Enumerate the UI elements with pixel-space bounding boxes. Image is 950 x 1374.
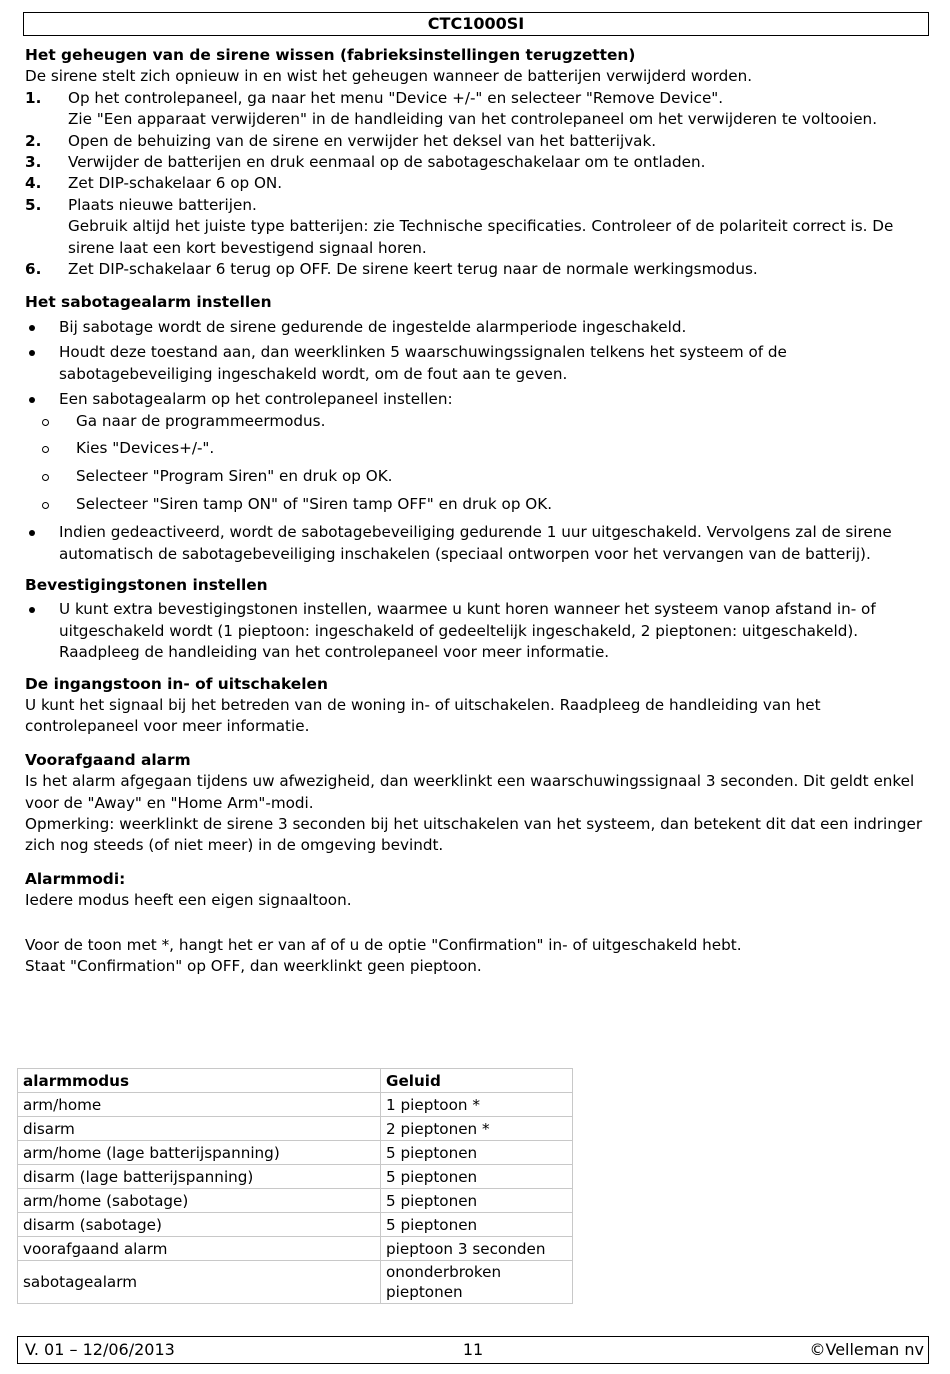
section-heading: Het geheugen van de sirene wissen (fabrieksinstellingen terugzetten) [25,46,636,64]
sub-text: Kies "Devices+/-". [76,439,215,458]
sub-list [25,411,925,516]
bullet-item [25,342,925,385]
step-item [25,131,925,152]
table-cell: 5 pieptonen [381,1213,573,1237]
section-tamper [25,292,925,564]
table-cell: disarm (lage batterijspanning) [18,1165,381,1189]
section-intro: De sirene stelt zich opnieuw in en wist het geheugen wanneer de batterijen verwijderd worden. [25,67,753,86]
section-heading: Voorafgaand alarm [25,750,191,769]
bullet-text: Een sabotagealarm op het controlepaneel instellen: [59,390,453,409]
step-text: Open de behuizing van de sirene en verwijder het deksel van het batterijvak. [68,131,657,150]
table-cell: arm/home (lage batterijspanning) [18,1141,381,1165]
sub-item [25,438,925,459]
sub-item [25,494,925,515]
table-cell: disarm (sabotage) [18,1213,381,1237]
page-header [23,12,929,36]
header-title: CTC1000SI [427,14,525,33]
table-cell: voorafgaand alarm [18,1237,381,1261]
table-cell: 1 pieptoon * [381,1093,573,1117]
bullet-icon [29,397,35,403]
circle-bullet-icon [42,419,49,426]
table-cell: 5 pieptonen [381,1189,573,1213]
step-number: 4. [25,174,42,193]
section-confirm [25,575,925,664]
page-content [25,45,925,989]
section-text: U kunt het signaal bij het betreden van de woning in- of uitschakelen. Raadpleeg de handleiding van het controlepaneel voor meer informatie. [25,695,821,736]
table-cell: sabotagealarm [18,1261,381,1304]
table-row [18,1261,573,1304]
table-cell: ononderbroken pieptonen [381,1261,573,1304]
table-cell: pieptoon 3 seconden [381,1237,573,1261]
table-cell: 5 pieptonen [381,1141,573,1165]
bullet-text: Indien gedeactiveerd, wordt de sabotagebeveiliging gedurende 1 uur uitgeschakeld. Vervolgens zal de sirene automatisch de sabotagebeveiliging inschakelen (speciaal ontworpen voor het vervangen van de batterij). [59,523,892,563]
section-text: Iedere modus heeft een eigen signaaltoon. [25,891,352,910]
footer-version: V. 01 – 12/06/2013 [25,1340,175,1359]
table-row [18,1093,573,1117]
alarm-modes-table [17,1068,573,1304]
table-cell: disarm [18,1117,381,1141]
table-row [18,1189,573,1213]
footer-copyright: ©Velleman nv [809,1340,924,1359]
section-text: Voor de toon met *, hangt het er van af of u de optie "Confirmation" in- of uitgeschakeld hebt. [25,935,742,954]
table-cell: arm/home (sabotage) [18,1189,381,1213]
bullet-icon [29,325,35,331]
sub-text: Selecteer "Program Siren" en druk op OK. [76,467,393,486]
step-number: 1. [25,88,42,107]
bullet-icon [29,530,35,536]
table-cell: 2 pieptonen * [381,1117,573,1141]
section-heading: Het sabotagealarm instellen [25,293,272,312]
circle-bullet-icon [42,502,49,509]
step-text: Zet DIP-schakelaar 6 terug op OFF. De sirene keert terug naar de normale werkingsmodus. [68,260,758,279]
section-text: Staat "Confirmation" op OFF, dan weerklinkt geen pieptoon. [25,957,482,976]
table-row [18,1213,573,1237]
step-number: 5. [25,195,42,214]
table-row [18,1117,573,1141]
circle-bullet-icon [42,446,49,453]
step-item [25,173,925,194]
section-memory [25,45,925,280]
section-prealarm [25,750,925,857]
step-text: Op het controlepaneel, ga naar het menu "Device +/-" en selecteer "Remove Device". [68,88,724,107]
column-header: Geluid [381,1069,573,1093]
step-number: 3. [25,153,42,172]
steps-list [25,88,925,281]
bullet-item [25,522,925,565]
step-item [25,152,925,173]
section-modes [25,869,925,978]
section-text: Is het alarm afgegaan tijdens uw afwezigheid, dan weerklinkt een waarschuwingssignaal 3 seconden. Dit geldt enkel voor de "Away" en "Home Arm"-modi. [25,772,915,812]
circle-bullet-icon [42,474,49,481]
step-item [25,88,925,131]
sub-text: Ga naar de programmeermodus. [76,411,326,430]
step-text: Zet DIP-schakelaar 6 op ON. [68,174,283,193]
table-row [18,1141,573,1165]
step-extra: Zie "Een apparaat verwijderen" in de handleiding van het controlepaneel om het verwijderen te voltooien. [68,110,878,129]
section-heading: Alarmmodi: [25,869,126,888]
page-footer [17,1336,929,1364]
bullet-list [25,317,925,565]
footer-page-number: 11 [462,1340,484,1359]
table-cell: 5 pieptonen [381,1165,573,1189]
step-extra: Gebruik altijd het juiste type batterijen: zie Technische specificaties. Controleer of de polariteit correct is. De sirene laat een kort bevestigend signaal horen. [68,217,894,257]
table-row [18,1237,573,1261]
section-heading: Bevestigingstonen instellen [25,575,268,594]
bullet-item [25,317,925,338]
table-row [18,1165,573,1189]
step-number: 2. [25,131,42,150]
bullet-list [25,599,925,663]
bullet-text: U kunt extra bevestigingstonen instellen, waarmee u kunt horen wanneer het systeem vanop afstand in- of uitgeschakeld wordt (1 pieptoon: ingeschakeld of gedeeltelijk ingeschakeld, 2 pieptonen: uitgeschakeld). Raadpleeg de handleiding van het controlepaneel voor meer informatie. [59,600,876,662]
table-cell: arm/home [18,1093,381,1117]
column-header: alarmmodus [18,1069,381,1093]
bullet-item [25,599,925,663]
bullet-icon [29,350,35,356]
sub-item [25,466,925,487]
step-item [25,259,925,280]
section-entry [25,674,925,738]
bullet-text: Bij sabotage wordt de sirene gedurende de ingestelde alarmperiode ingeschakeld. [59,317,687,336]
sub-item [25,411,925,432]
section-note: Opmerking: weerklinkt de sirene 3 seconden bij het uitschakelen van het systeem, dan betekent dit dat een indringer zich nog steeds (of niet meer) in de omgeving bevindt. [25,815,923,855]
bullet-item [25,389,925,516]
bullet-text: Houdt deze toestand aan, dan weerklinken 5 waarschuwingssignalen telkens het systeem of de sabotagebeveiliging ingeschakeld wordt, om de fout aan te geven. [59,343,787,383]
sub-text: Selecteer "Siren tamp ON" of "Siren tamp OFF" en druk op OK. [76,495,553,514]
step-number: 6. [25,260,42,279]
section-heading: De ingangstoon in- of uitschakelen [25,674,328,693]
table-header-row [18,1069,573,1093]
bullet-icon [29,607,35,613]
step-text: Verwijder de batterijen en druk eenmaal op de sabotageschakelaar om te ontladen. [68,153,706,172]
step-item [25,195,925,259]
step-text: Plaats nieuwe batterijen. [68,195,257,214]
